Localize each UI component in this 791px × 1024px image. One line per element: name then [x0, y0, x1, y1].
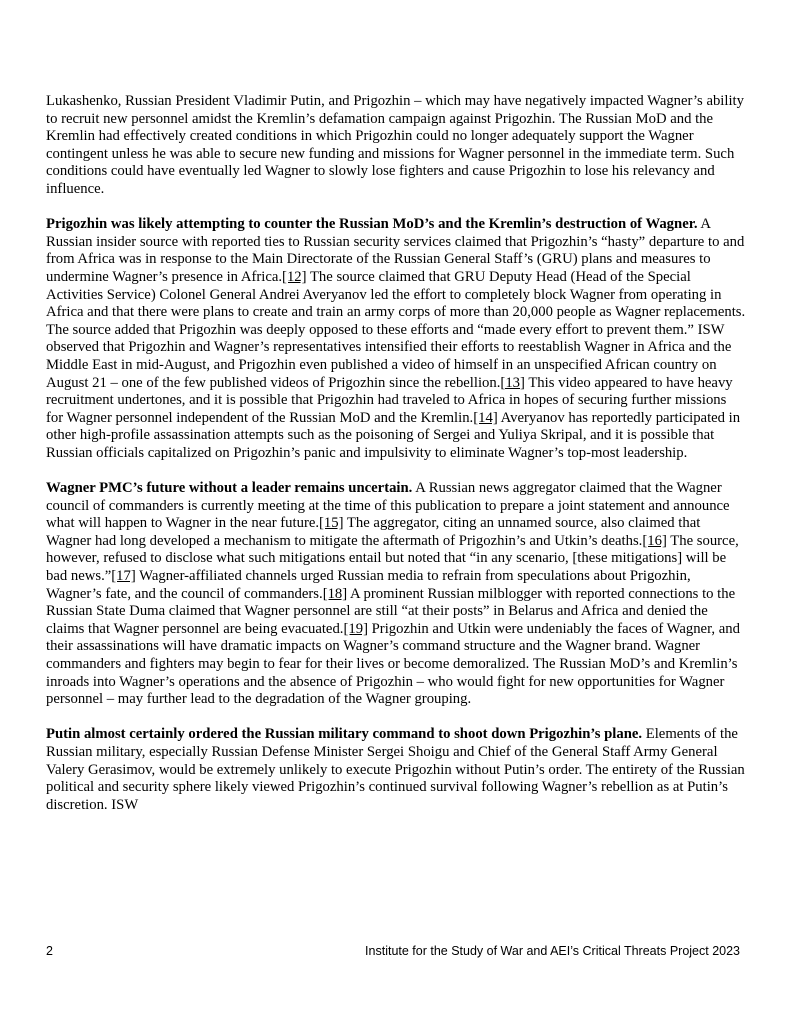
footnote-link-12[interactable]: [12]: [282, 268, 307, 285]
paragraph-2: [46, 216, 746, 462]
paragraph-1-text: Lukashenko, Russian President Vladimir Putin, and Prigozhin – which may have negatively impacted Wagner’s ability to recruit new personnel amidst the Kremlin’s defamation campaign against Prigozhin. The Russian MoD and the Kremlin had effectively created conditions in which Prigozhin could no longer adequately support the Wagner contingent unless he was able to secure new funding and missions for Wagner personnel in the immediate term. Such conditions could have eventually led Wagner to slowly lose fighters and cause Prigozhin to lose his relevancy and influence.: [46, 93, 744, 197]
footnote-link-13[interactable]: [13]: [500, 374, 525, 391]
paragraph-3: [46, 480, 746, 709]
footnote-link-17[interactable]: [17]: [111, 568, 136, 585]
footnote-link-15[interactable]: [15]: [319, 515, 344, 532]
footnote-link-14[interactable]: [14]: [473, 409, 498, 426]
paragraph-3-text-4: Wagner-affiliated channels urged Russian media to refrain from speculations about Prigozhin, Wagner’s fate, and the council of commanders.: [46, 568, 691, 602]
paragraph-3-text-3: The source, however, refused to disclose what such mitigations entail but noted that “in any scenario, [these mitigations] will be bad news.”: [46, 532, 739, 585]
paragraph-4: [46, 726, 746, 814]
footnote-link-18[interactable]: [18]: [322, 585, 348, 602]
paragraph-3-text-2: The aggregator, citing an unnamed source, also claimed that Wagner had long developed a mechanism to mitigate the aftermath of Prigozhin’s and Utkin’s deaths.: [46, 515, 701, 549]
page-number: 2: [46, 944, 53, 958]
paragraph-3-lead: Wagner PMC’s future without a leader remains uncertain.: [46, 480, 413, 497]
paragraph-2-text-1: A Russian insider source with reported ties to Russian security services claimed that Prigozhin’s “hasty” departure to and from Africa was in response to the Main Directorate of the Russian General Staff’s (GRU) plans and measures to undermine Wagner’s presence in Africa.: [46, 216, 745, 285]
paragraph-4-lead: Putin almost certainly ordered the Russian military command to shoot down Prigozhin’s plane.: [46, 726, 643, 743]
footnote-link-16[interactable]: [16]: [642, 532, 667, 549]
footnote-link-19[interactable]: [19]: [343, 620, 368, 637]
paragraph-2-text-4: Averyanov has reportedly participated in other high-profile assassination attempts such as the poisoning of Sergei and Yuliya Skripal, and it is possible that Russian officials capitalized on Prigozhin’s panic and impulsivity to eliminate Wagner’s top-most leadership.: [46, 409, 741, 461]
paragraph-3-text-5: A prominent Russian milblogger with reported connections to the Russian State Duma claimed that Wagner personnel are still “at their posts” in Belarus and Africa and denied the claims that Wagner personnel are being evacuated.: [46, 585, 736, 637]
footer-text: Institute for the Study of War and AEI’s Critical Threats Project 2023: [365, 944, 740, 958]
paragraph-3-text-1: A Russian news aggregator claimed that the Wagner council of commanders is currently meeting at the time of this publication to prepare a joint statement and announce what will happen to Wagner in the near future.: [46, 480, 730, 532]
paragraph-1: [46, 93, 746, 199]
paragraph-2-text-3: This video appeared to have heavy recruitment undertones, and it is possible that Prigozhin had traveled to Africa in hopes of securing further missions for Wagner personnel independent of the Russian MoD and the Kremlin.: [46, 374, 733, 426]
paragraph-2-lead: Prigozhin was likely attempting to counter the Russian MoD’s and the Kremlin’s destruction of Wagner.: [46, 216, 698, 233]
paragraph-4-text-1: Elements of the Russian military, especially Russian Defense Minister Sergei Shoigu and Chief of the General Staff Army General Valery Gerasimov, would be extremely unlikely to execute Prigozhin without Putin’s order. The entirety of the Russian political and security sphere likely viewed Prigozhin’s continued survival following Wagner’s rebellion as at Putin’s discretion. ISW: [46, 726, 745, 813]
paragraph-2-text-2: The source claimed that GRU Deputy Head (Head of the Special Activities Service) Colonel General Andrei Averyanov led the effort to completely block Wagner from operating in Africa and that there were plans to create and train an army corps of more than 20,000 people as Wagner replacements. The source added that Prigozhin was deeply opposed to these efforts and “made every effort to prevent them.” ISW observed that Prigozhin and Wagner’s representatives intensified their efforts to reestablish Wagner in Africa and the Middle East in mid-August, and Prigozhin even published a video of himself in an unspecified African country on August 21 – one of the few published videos of Prigozhin since the rebellion.: [46, 268, 746, 391]
page-body: [46, 93, 746, 832]
paragraph-3-text-6: Prigozhin and Utkin were undeniably the faces of Wagner, and their assassinations will have dramatic impacts on Wagner’s command structure and the Wagner brand. Wagner commanders and fighters may begin to fear for their lives or become demoralized. The Russian MoD’s and Kremlin’s inroads into Wagner’s operations and the absence of Prigozhin – who would fight for new opportunities for Wagner personnel – may further lead to the degradation of the Wagner grouping.: [46, 620, 740, 708]
